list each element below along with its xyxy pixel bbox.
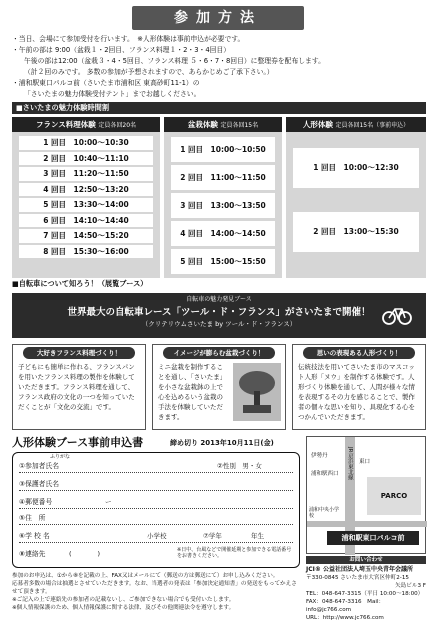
time-slot: 8 回目 15:30〜16:00 [19,245,153,259]
form-footnotes [12,572,302,612]
note-line: 午後の部は12:00（盆栽３・4・5回目、フランス料理 ５・6・7・8回目）に整理券を配布します。 [24,57,325,65]
zip-label: ④郵便番号 [19,498,53,506]
gender-label: ②性別 男・女 [217,462,262,470]
guardian-label: ③保護者氏名 [19,480,60,488]
phone-paren: ( ) [69,550,101,558]
card-body: 子どもにも簡単に作れる、フランスパンを用いたフランス料理の製作を体験していただきます。フランス料理を通して、フランス政府の文化の一つを知っていただくことが「文化の交流」です。 [18,363,135,411]
footnote-line: ※個人情報保護のため、個人情報保護に関する法律、及びその他関連法令を遵守します。 [12,605,235,611]
time-slot: 2 回目 11:00〜11:50 [171,165,275,190]
french-title: フランス料理体験 [35,120,96,129]
east-exit-label: 東口 [359,459,371,465]
schedule-section-label: ■さいたまの魅力体験時間割 [12,102,426,114]
time-slot: 3 回目 11:20〜11:50 [19,167,153,181]
footnote-line: 応募者多数の場合は抽選とさせていただきます。なお、当選者の発表は「参加決定通知書」の発送をもってかえさせて頂きます。 [12,581,297,595]
note-line: ・浦和駅東口パルコ前（さいたま市浦和区 東高砂町11-1）の [12,79,200,87]
zip-field[interactable] [19,495,293,509]
participation-notes [12,34,426,100]
doll-title: 人形体験 [302,120,333,129]
school-field[interactable] [19,529,293,543]
bonsai-slots [164,132,282,286]
card-title: イメージが膨らむ盆栽づくり！ [163,347,275,359]
form-title: 人形体験ブース事前申込書 [12,436,144,449]
grade-unit: 年生 [251,532,264,540]
name-field[interactable] [19,459,293,473]
name-label: ①参加者氏名 [19,462,60,470]
org-fax: FAX：048-647-3316 Mail：info@jc766.com [306,599,385,613]
page-title: 参加方法 [132,6,304,30]
time-slot: 2 回目 13:00〜15:30 [293,212,419,252]
french-card [12,344,146,430]
card-title: 思いの表現ある人形づくり！ [303,347,415,359]
bonsai-card [152,344,286,430]
doll-header [286,117,426,132]
road [307,521,427,527]
time-slot: 1 回目 10:00〜10:50 [171,137,275,162]
time-slot: 4 回目 12:50〜13:20 [19,183,153,197]
note-line: （計２回のみです。 多数の参加が予想されますので、あらかじめご了承下さい。） [24,68,274,76]
time-slot: 1 回目 10:00〜12:30 [293,148,419,188]
inquiry-label: お問い合わせ [306,556,426,564]
french-slots [12,132,160,286]
card-body: ミニ盆栽を制作することを通し、「さいたま」を小さな盆栽鉢の上で心を込めるいう盆栽の手法を体験していただきます。 [158,363,223,421]
contact-info [306,556,426,622]
footnote-line: ※ご記入の上で連絡先の参加者の記載ないし、ご参加できない場合でも受付いたします。 [12,597,235,603]
phone-note: ※日中、台風などで開催延期と参加できる電話番号をお書きください。 [177,547,292,559]
note-line: 「さいたまの魅力体験受付テント」までお越しください。 [24,90,201,98]
org-url[interactable]: URL：http://www.jc766.com [306,615,384,621]
zip-dash: ー [105,498,112,506]
doll-card [292,344,426,430]
doll-note: （事前申込） [373,122,410,129]
isetan-label: 伊勢丹 [311,453,328,459]
bonsai-schedule-column [164,117,282,286]
application-form [12,452,300,568]
org-building: 矢島ビル3 F [395,583,426,589]
bicycle-headline: 世界最大の自転車レース「ツール・ド・フランス」がさいたまで開催！ [67,306,371,318]
bicycle-credit: （クリテリウムさいたま by ツール・ド・フランス） [141,320,297,329]
venue-map [306,436,426,554]
phone-field[interactable] [19,547,293,565]
doll-slots [286,132,426,286]
form-deadline: 締め切り 2013年10月11日(金) [170,439,274,447]
footnote-line: 参加のお申込は、①から⑧を記載の上、FAX又はメールにて（郵送の方は郵送にて）お申し込みください。 [12,573,279,579]
time-slot: 7 回目 14:50〜15:20 [19,229,153,243]
guardian-field[interactable] [19,477,293,491]
address-field[interactable] [19,511,293,525]
bicycle-icon [382,303,412,325]
org-name: JCI® 公益社団法人埼玉中央青年会議所 [306,566,413,573]
address-label: ⑤住 所 [19,514,46,522]
parco-building: PARCO [367,477,421,515]
grade-label: ⑦学年 [203,532,222,540]
org-tel: TEL：048-647-3315（平日 10:00〜18:00） [306,591,424,597]
note-line: ・当日、会場にて参加受付を行います。 ※人形体験は事前申込が必要です。 [12,35,245,43]
bonsai-header [164,117,282,132]
time-slot: 6 回目 14:10〜14:40 [19,214,153,228]
french-capacity: 定員各回20名 [98,122,137,129]
time-slot: 3 回目 13:00〜13:50 [171,193,275,218]
phone-label: ⑧連絡先 [19,550,46,558]
jr-line-label: JR京浜東北線 [346,447,353,480]
school-label: 浦和中央小学校 [309,507,340,520]
furigana-label: ふりがな [50,454,71,460]
bonsai-title: 盆栽体験 [187,120,218,129]
note-line: ・午前の部は 9:00（盆栽１・2回目、フランス料理１・2・3・4回目） [12,46,231,54]
card-title: 大好きフランス料理づくり！ [23,347,135,359]
french-header [12,117,160,132]
bicycle-sub: 自転車の魅力発見ブース [186,296,252,303]
bonsai-photo-icon [233,363,281,421]
time-slot: 5 回目 13:30〜14:00 [19,198,153,212]
org-address: 〒330-0845 さいたま市大宮区仲町2-15 [306,575,409,581]
doll-schedule-column [286,117,426,286]
french-schedule-column [12,117,160,286]
school-type: 小学校 [147,532,167,540]
time-slot: 4 回目 14:00〜14:50 [171,221,275,246]
time-slot: 2 回目 10:40〜11:10 [19,152,153,166]
time-slot: 5 回目 15:00〜15:50 [171,249,275,274]
school-label: ⑥学 校 名 [19,532,50,540]
station-label: 浦和駅東口パルコ前 [327,531,419,545]
west-exit-label: 浦和駅西口 [311,471,339,477]
doll-capacity: 定員各回15名 [335,122,374,129]
bicycle-banner [12,293,426,338]
time-slot: 1 回目 10:00〜10:30 [19,136,153,150]
card-body: 伝統技法を用いてさいたま市のマスコット人形「ヌウ」を制作する体験です。人形づくり体験を通して、人間が様々な情を表現するその力を感じることで、製作者の個々な思いを知り、具現化する心をつかんでいただきます。 [298,363,415,421]
bicycle-section-label: ■自転車について知ろう！（展覧ブース） [12,278,426,290]
bonsai-capacity: 定員各回15名 [220,122,259,129]
